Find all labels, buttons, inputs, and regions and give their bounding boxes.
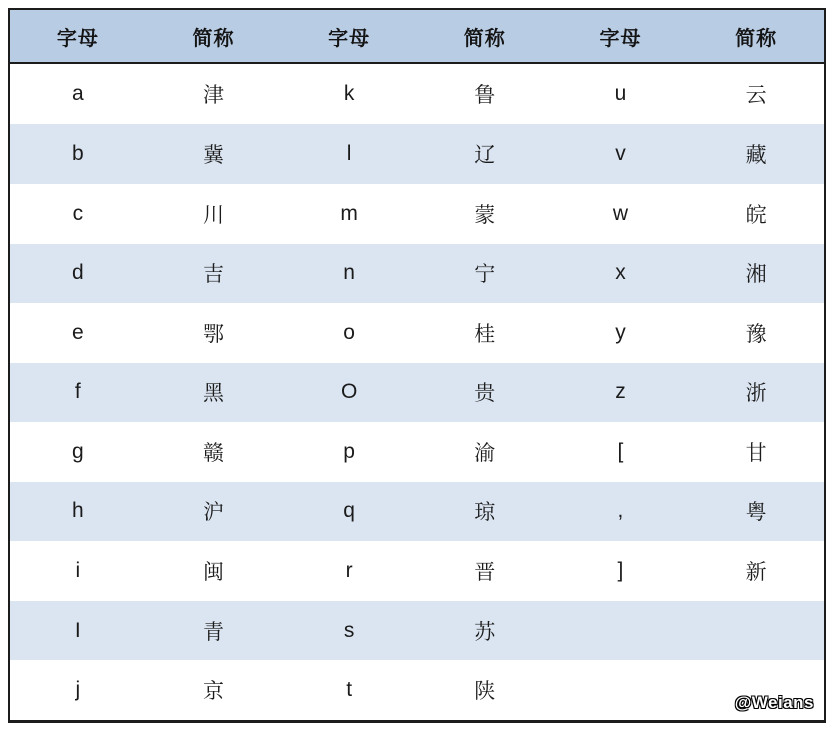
abbr-cell: 沪 — [146, 482, 282, 542]
abbr-cell: 湘 — [688, 244, 824, 304]
letter-cell: k — [281, 63, 417, 124]
abbr-cell: 辽 — [417, 124, 553, 184]
abbr-cell: 宁 — [417, 244, 553, 304]
column-header: 字母 — [281, 10, 417, 63]
abbr-cell: 鄂 — [146, 303, 282, 363]
letter-cell: i — [10, 541, 146, 601]
letter-cell: I — [10, 601, 146, 661]
province-abbreviation-table — [8, 8, 826, 723]
table-row — [10, 184, 824, 244]
table-row — [10, 244, 824, 304]
letter-cell: l — [281, 124, 417, 184]
abbr-cell: 粤 — [688, 482, 824, 542]
letter-cell: [ — [553, 422, 689, 482]
column-header: 字母 — [10, 10, 146, 63]
abbr-cell: 桂 — [417, 303, 553, 363]
table-row — [10, 363, 824, 423]
abbr-cell: 闽 — [146, 541, 282, 601]
letter-cell: o — [281, 303, 417, 363]
letter-cell — [553, 660, 689, 720]
letter-abbr-table — [10, 10, 824, 720]
abbr-cell: 蒙 — [417, 184, 553, 244]
table-row — [10, 660, 824, 720]
table-head — [10, 10, 824, 63]
abbr-cell: 贵 — [417, 363, 553, 423]
abbr-cell: 渝 — [417, 422, 553, 482]
table-row — [10, 303, 824, 363]
table-row — [10, 63, 824, 124]
letter-cell: n — [281, 244, 417, 304]
letter-cell: p — [281, 422, 417, 482]
abbr-cell: 皖 — [688, 184, 824, 244]
abbr-cell: 青 — [146, 601, 282, 661]
letter-cell: a — [10, 63, 146, 124]
watermark: @Weians — [734, 693, 814, 712]
column-header: 简称 — [417, 10, 553, 63]
letter-cell: h — [10, 482, 146, 542]
table-row — [10, 422, 824, 482]
letter-cell: e — [10, 303, 146, 363]
letter-cell: f — [10, 363, 146, 423]
abbr-cell: 藏 — [688, 124, 824, 184]
letter-cell: u — [553, 63, 689, 124]
table-row — [10, 124, 824, 184]
letter-cell: , — [553, 482, 689, 542]
abbr-cell: 吉 — [146, 244, 282, 304]
abbr-cell: 甘 — [688, 422, 824, 482]
header-row — [10, 10, 824, 63]
abbr-cell: 苏 — [417, 601, 553, 661]
table-body — [10, 63, 824, 720]
letter-cell: d — [10, 244, 146, 304]
abbr-cell: 黑 — [146, 363, 282, 423]
letter-cell: m — [281, 184, 417, 244]
letter-cell: t — [281, 660, 417, 720]
abbr-cell: 鲁 — [417, 63, 553, 124]
letter-cell: z — [553, 363, 689, 423]
letter-cell: ] — [553, 541, 689, 601]
letter-cell: j — [10, 660, 146, 720]
abbr-cell: 川 — [146, 184, 282, 244]
abbr-cell: 琼 — [417, 482, 553, 542]
column-header: 简称 — [146, 10, 282, 63]
letter-cell: q — [281, 482, 417, 542]
table-row — [10, 482, 824, 542]
abbr-cell: 陕 — [417, 660, 553, 720]
letter-cell: O — [281, 363, 417, 423]
abbr-cell: 冀 — [146, 124, 282, 184]
table-row — [10, 541, 824, 601]
abbr-cell — [688, 601, 824, 661]
abbr-cell: 津 — [146, 63, 282, 124]
column-header: 简称 — [688, 10, 824, 63]
letter-cell: y — [553, 303, 689, 363]
abbr-cell: 京 — [146, 660, 282, 720]
letter-cell: c — [10, 184, 146, 244]
abbr-cell: 浙 — [688, 363, 824, 423]
letter-cell: w — [553, 184, 689, 244]
abbr-cell: 豫 — [688, 303, 824, 363]
letter-cell: s — [281, 601, 417, 661]
abbr-cell: 晋 — [417, 541, 553, 601]
letter-cell: v — [553, 124, 689, 184]
table-row — [10, 601, 824, 661]
letter-cell: x — [553, 244, 689, 304]
letter-cell: b — [10, 124, 146, 184]
letter-cell — [553, 601, 689, 661]
column-header: 字母 — [553, 10, 689, 63]
abbr-cell: 云 — [688, 63, 824, 124]
letter-cell: r — [281, 541, 417, 601]
abbr-cell: 赣 — [146, 422, 282, 482]
abbr-cell: 新 — [688, 541, 824, 601]
letter-cell: g — [10, 422, 146, 482]
